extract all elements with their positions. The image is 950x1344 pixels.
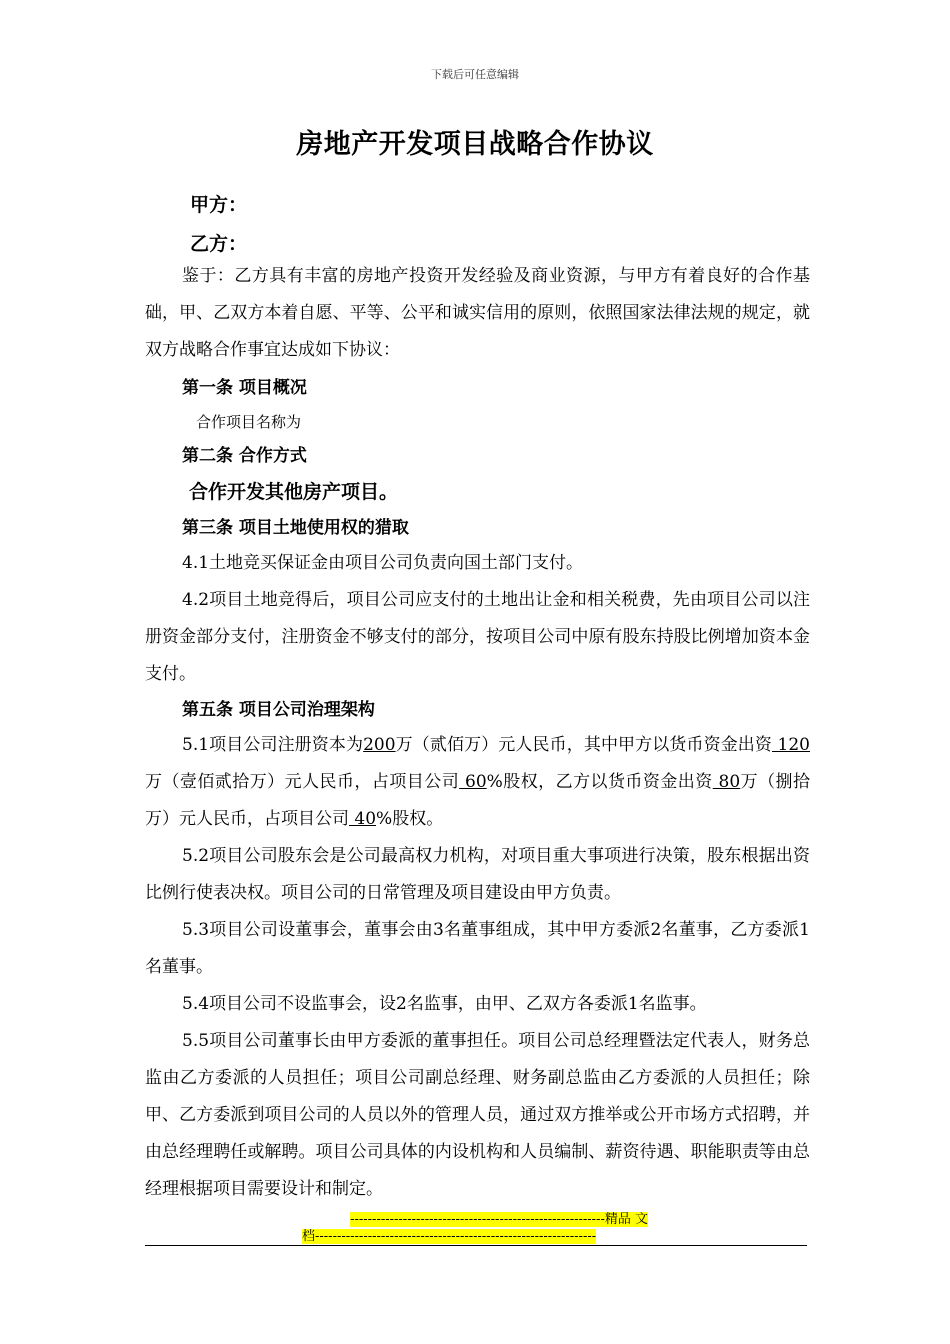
clause-5-1-text: 万（捌拾万）元人民币，占项目公司 — [145, 772, 811, 829]
article-2-text: 合作开发其他房产项目。 — [189, 481, 399, 503]
clause-5-1 — [145, 727, 810, 838]
clause-5-3: 5.3项目公司设董事会，董事会由3名董事组成，其中甲方委派2名董事，乙方委派1名董事。 — [145, 920, 810, 977]
article-2-heading: 第二条 合作方式 — [182, 446, 307, 466]
header-note: 下载后可任意编辑 — [431, 68, 519, 81]
footer-line-2: 档---------------------------------------------------------------- — [302, 1229, 597, 1244]
party-a-capital-value: 120 — [772, 735, 810, 755]
clause-5-4: 5.4项目公司不设监事会，设2名监事，由甲、乙双方各委派1名监事。 — [182, 994, 707, 1014]
article-1-text: 合作项目名称为 — [196, 413, 302, 431]
party-b-share-value: 40 — [349, 809, 377, 829]
document-title: 房地产开发项目战略合作协议 — [296, 129, 654, 160]
footer-line-1: ----------------------------------------------------------精品 文 — [350, 1212, 648, 1227]
clause-5-2: 5.2项目公司股东会是公司最高权力机构，对项目重大事项进行决策，股东根据出资比例行使表决权。项目公司的日常管理及项目建设由甲方负责。 — [145, 846, 810, 903]
clause-4-1: 4.1土地竞买保证金由项目公司负责向国土部门支付。 — [182, 553, 584, 573]
party-a-share-value: 60 — [459, 772, 487, 792]
registered-capital-value: 200 — [363, 735, 396, 755]
clause-5-1-text: 5.1项目公司注册资本为 — [182, 735, 364, 755]
clause-4-2: 4.2项目土地竞得后，项目公司应支付的土地出让金和相关税费，先由项目公司以注册资金部分支付，注册资金不够支付的部分，按项目公司中原有股东持股比例增加资本金支付。 — [145, 590, 810, 684]
party-b-label: 乙方： — [190, 233, 248, 255]
article-1-heading: 第一条 项目概况 — [182, 378, 307, 398]
clause-5-1-text: %股权。 — [376, 809, 444, 829]
footer-highlight — [302, 1211, 648, 1245]
clause-5-1-text: 万（贰佰万）元人民币，其中甲方以货币资金出资 — [395, 735, 773, 755]
clause-5-1-text: %股权，乙方以货币资金出资 — [486, 772, 713, 792]
document-body — [145, 258, 810, 1208]
clause-5-1-text: 万（壹佰贰拾万）元人民币，占项目公司 — [145, 772, 460, 792]
footer-rule — [145, 1245, 807, 1246]
article-5-heading: 第五条 项目公司治理架构 — [182, 700, 375, 720]
clause-5-5: 5.5项目公司董事长由甲方委派的董事担任。项目公司总经理暨法定代表人，财务总监由乙方委派的人员担任；项目公司副总经理、财务副总监由乙方委派的人员担任；除甲、乙方委派到项目公司的人员以外的管理人员，通过双方推举或公开市场方式招聘，并由总经理聘任或解聘。项目公司具体的内设机构和人员编制、薪资待遇、职能职责等由总经理根据项目需要设计和制定。 — [145, 1031, 810, 1199]
preamble-paragraph: 鉴于：乙方具有丰富的房地产投资开发经验及商业资源，与甲方有着良好的合作基础，甲、乙双方本着自愿、平等、公平和诚实信用的原则，依照国家法律法规的规定，就双方战略合作事宜达成如下协议： — [145, 266, 810, 360]
party-a-label: 甲方： — [190, 194, 248, 216]
article-3-heading: 第三条 项目土地使用权的猎取 — [182, 518, 409, 538]
party-b-capital-value: 80 — [712, 772, 741, 792]
